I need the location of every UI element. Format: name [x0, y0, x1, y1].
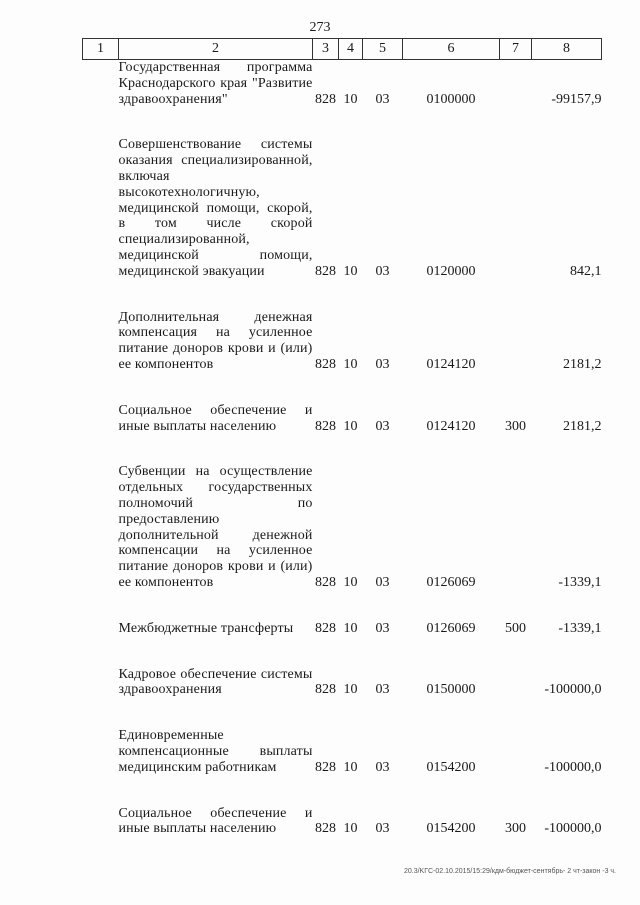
spacer-cell: [83, 373, 602, 403]
row-c8-cell: -1339,1: [558, 620, 602, 636]
row-c6-cell: 0120000: [426, 263, 476, 279]
row-c7-cell: [500, 137, 532, 279]
column-header-5: 5: [363, 39, 403, 60]
row-spacer: [83, 637, 602, 667]
budget-table: [82, 38, 602, 837]
spacer-cell: [83, 434, 602, 464]
row-c8-cell: -1339,1: [558, 574, 602, 590]
row-index-cell: [83, 403, 119, 435]
row-c6-cell: 0126069: [426, 574, 476, 590]
column-header-2: 2: [119, 39, 313, 60]
row-c4-cell: 10: [343, 574, 358, 590]
row-c3-cell: 828: [315, 418, 336, 434]
row-spacer: [83, 434, 602, 464]
row-c5-cell: 03: [375, 574, 390, 590]
row-c6-cell: 0126069: [426, 620, 476, 636]
spacer-cell: [83, 107, 602, 137]
row-c5-cell: 03: [375, 682, 390, 698]
row-c4-cell: 10: [343, 620, 358, 636]
row-c8-cell: -99157,9: [551, 91, 602, 107]
table-row: [83, 403, 602, 435]
row-c5-cell: 03: [375, 91, 390, 107]
table-row: [83, 621, 602, 637]
row-name-cell: Дополнительная денежная компенсация на усиленное питание доноров крови и (или) ее компонентов: [118, 309, 313, 372]
row-c5-cell: 03: [375, 263, 390, 279]
row-c6-cell: 0124120: [426, 356, 476, 372]
row-index-cell: [83, 667, 119, 699]
row-index-cell: [83, 60, 119, 108]
row-name-cell: Единовременные компенсационные выплаты медицинским работникам: [118, 728, 313, 775]
table-row: [83, 310, 602, 373]
table-row: [83, 667, 602, 699]
row-c3-cell: 828: [315, 620, 336, 636]
row-c5-cell: 03: [375, 418, 390, 434]
row-c6-cell: 0154200: [426, 821, 476, 837]
row-c7-cell: 500: [505, 620, 526, 636]
row-c4-cell: 10: [343, 418, 358, 434]
row-spacer: [83, 373, 602, 403]
row-name-cell: Государственная программа Краснодарского края "Развитие здравоохранения": [118, 60, 313, 107]
row-c4-cell: 10: [343, 91, 358, 107]
footer-stamp: 20.3/KГC-02.10.2015/15:29/кдм-бюджет-сентябрь- 2 чт-закон -3 ч.: [403, 868, 616, 875]
row-index-cell: [83, 137, 119, 279]
row-c5-cell: 03: [375, 821, 390, 837]
row-c6-cell: 0154200: [426, 759, 476, 775]
table-row: [83, 60, 602, 108]
row-c4-cell: 10: [343, 263, 358, 279]
spacer-cell: [83, 637, 602, 667]
row-c4-cell: 10: [343, 356, 358, 372]
table-row: [83, 728, 602, 775]
column-header-4: 4: [339, 39, 363, 60]
row-index-cell: [83, 464, 119, 590]
spacer-cell: [83, 698, 602, 728]
row-c3-cell: 828: [315, 91, 336, 107]
row-c5-cell: 03: [375, 356, 390, 372]
row-index-cell: [83, 310, 119, 373]
row-c7-cell: 300: [505, 418, 526, 434]
row-c3-cell: 828: [315, 821, 336, 837]
spacer-cell: [83, 591, 602, 621]
row-c7-cell: [500, 464, 532, 590]
page-number: 273: [309, 20, 331, 35]
row-c3-cell: 828: [315, 759, 336, 775]
row-c6-cell: 0150000: [426, 682, 476, 698]
row-name-cell: Межбюджетные трансферты: [118, 620, 294, 636]
row-c5-cell: 03: [375, 759, 390, 775]
row-c8-cell: -100000,0: [544, 759, 602, 775]
row-spacer: [83, 107, 602, 137]
row-c7-cell: 300: [505, 821, 526, 837]
row-c6-cell: 0100000: [426, 91, 476, 107]
row-index-cell: [83, 728, 119, 775]
column-header-7: 7: [500, 39, 532, 60]
row-spacer: [83, 698, 602, 728]
row-c7-cell: [500, 728, 532, 775]
row-c7-cell: [500, 60, 532, 108]
row-name-cell: Субвенции на осуществление отдельных государственных полномочий по предоставлению дополнительной денежной компенсации на усиленное питание доноров крови и (или) ее компонентов: [118, 464, 313, 590]
table-row: [83, 464, 602, 590]
row-c5-cell: 03: [375, 620, 390, 636]
row-c8-cell: -100000,0: [544, 682, 602, 698]
row-c3-cell: 828: [315, 356, 336, 372]
row-c8-cell: 2181,2: [563, 418, 602, 434]
row-spacer: [83, 280, 602, 310]
row-c6-cell: 0124120: [426, 418, 476, 434]
spacer-cell: [83, 776, 602, 806]
row-c8-cell: 842,1: [570, 263, 602, 279]
table-body: [83, 60, 602, 838]
row-c4-cell: 10: [343, 759, 358, 775]
row-c7-cell: [500, 310, 532, 373]
row-spacer: [83, 591, 602, 621]
row-c8-cell: 2181,2: [563, 356, 602, 372]
row-c3-cell: 828: [315, 263, 336, 279]
row-name-cell: Кадровое обеспечение системы здравоохранения: [118, 666, 313, 698]
row-name-cell: Совершенствование системы оказания специализированной, включая высокотехнологичную, медицинской помощи, скорой, в том числе скорой специализированной, медицинской помощи, медицинской эвакуации: [118, 137, 313, 279]
table-row: [83, 137, 602, 279]
spacer-cell: [83, 280, 602, 310]
column-header-6: 6: [403, 39, 500, 60]
row-c4-cell: 10: [343, 821, 358, 837]
column-header-1: 1: [83, 39, 119, 60]
row-index-cell: [83, 621, 119, 637]
row-name-cell: Социальное обеспечение и иные выплаты населению: [118, 805, 313, 837]
row-spacer: [83, 776, 602, 806]
row-c3-cell: 828: [315, 574, 336, 590]
row-c7-cell: [500, 667, 532, 699]
column-header-3: 3: [313, 39, 339, 60]
row-name-cell: Социальное обеспечение и иные выплаты населению: [118, 402, 313, 434]
header-row: [83, 39, 602, 60]
table-row: [83, 806, 602, 838]
row-index-cell: [83, 806, 119, 838]
row-c8-cell: -100000,0: [544, 821, 602, 837]
row-c3-cell: 828: [315, 682, 336, 698]
column-header-8: 8: [532, 39, 602, 60]
row-c4-cell: 10: [343, 682, 358, 698]
